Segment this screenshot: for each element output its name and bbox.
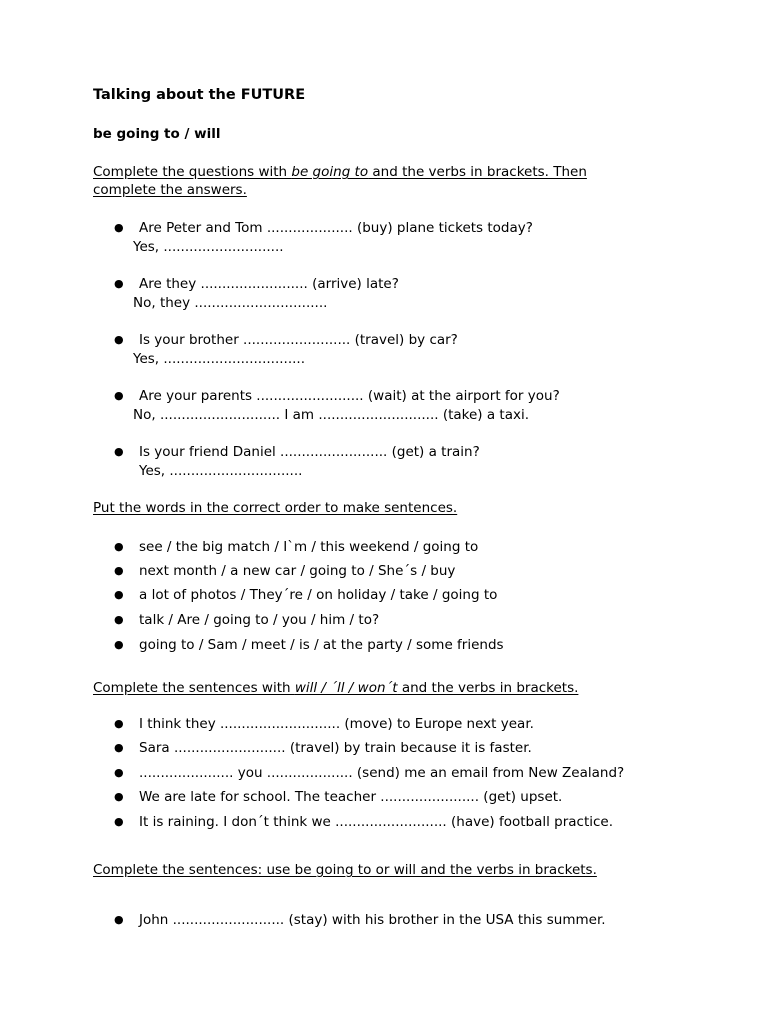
section3-instruction-em: will / ´ll / won´t — [294, 680, 398, 696]
section2-instruction: Put the words in the correct order to make sentences. — [93, 500, 458, 516]
page-title: Talking about the FUTURE — [93, 87, 306, 103]
will-sentence-3: ...................... you .................... (send) me an email from New Zealand? — [139, 765, 625, 781]
answer-5: Yes, ............................... — [139, 463, 303, 479]
bullet-icon: ● — [114, 741, 124, 754]
section3-instruction-post: and the verbs in brackets. — [397, 680, 579, 696]
bullet-icon: ● — [114, 221, 124, 234]
question-3: Is your brother ......................... (travel) by car? — [139, 332, 458, 348]
order-sentence-2: next month / a new car / going to / She´s / buy — [139, 563, 456, 579]
will-sentence-4: We are late for school. The teacher ....................... (get) upset. — [139, 789, 563, 805]
bullet-icon: ● — [114, 613, 124, 626]
order-sentence-5: going to / Sam / meet / is / at the party / some friends — [139, 637, 504, 653]
will-sentence-1: I think they ............................ (move) to Europe next year. — [139, 716, 534, 732]
page-subtitle: be going to / will — [93, 126, 221, 142]
bullet-icon: ● — [114, 717, 124, 730]
will-sentence-2: Sara .......................... (travel) by train because it is faster. — [139, 740, 532, 756]
question-2: Are they ......................... (arrive) late? — [139, 276, 399, 292]
section1-instruction — [93, 163, 633, 199]
bullet-icon: ● — [114, 564, 124, 577]
bullet-icon: ● — [114, 540, 124, 553]
section3-instruction-pre: Complete the sentences with — [93, 680, 295, 696]
answer-1: Yes, ............................ — [133, 239, 284, 255]
bullet-icon: ● — [114, 790, 124, 803]
bullet-icon: ● — [114, 913, 124, 926]
bullet-icon: ● — [114, 815, 124, 828]
section3-instruction — [93, 679, 578, 697]
question-4: Are your parents ......................... (wait) at the airport for you? — [139, 388, 560, 404]
question-5: Is your friend Daniel ......................... (get) a train? — [139, 444, 480, 460]
answer-3: Yes, ................................. — [133, 351, 305, 367]
bullet-icon: ● — [114, 333, 124, 346]
section1-instruction-post: and the verbs in brackets. Then complete the answers. — [93, 164, 587, 198]
will-sentence-5: It is raining. I don´t think we .......................... (have) football practice. — [139, 814, 614, 830]
section1-instruction-pre: Complete the questions with — [93, 164, 292, 180]
answer-4: No, ............................ I am ............................ (take) a taxi. — [133, 407, 530, 423]
order-sentence-1: see / the big match / I`m / this weekend / going to — [139, 539, 479, 555]
answer-2: No, they ............................... — [133, 295, 328, 311]
question-1: Are Peter and Tom .................... (buy) plane tickets today? — [139, 220, 533, 236]
bullet-icon: ● — [114, 638, 124, 651]
bullet-icon: ● — [114, 588, 124, 601]
bullet-icon: ● — [114, 766, 124, 779]
order-sentence-3: a lot of photos / They´re / on holiday / take / going to — [139, 587, 498, 603]
section4-instruction: Complete the sentences: use be going to or will and the verbs in brackets. — [93, 862, 597, 878]
bullet-icon: ● — [114, 445, 124, 458]
section1-instruction-em: be going to — [291, 164, 369, 180]
bullet-icon: ● — [114, 277, 124, 290]
mixed-sentence-1: John .......................... (stay) with his brother in the USA this summer. — [139, 912, 606, 928]
order-sentence-4: talk / Are / going to / you / him / to? — [139, 612, 380, 628]
bullet-icon: ● — [114, 389, 124, 402]
